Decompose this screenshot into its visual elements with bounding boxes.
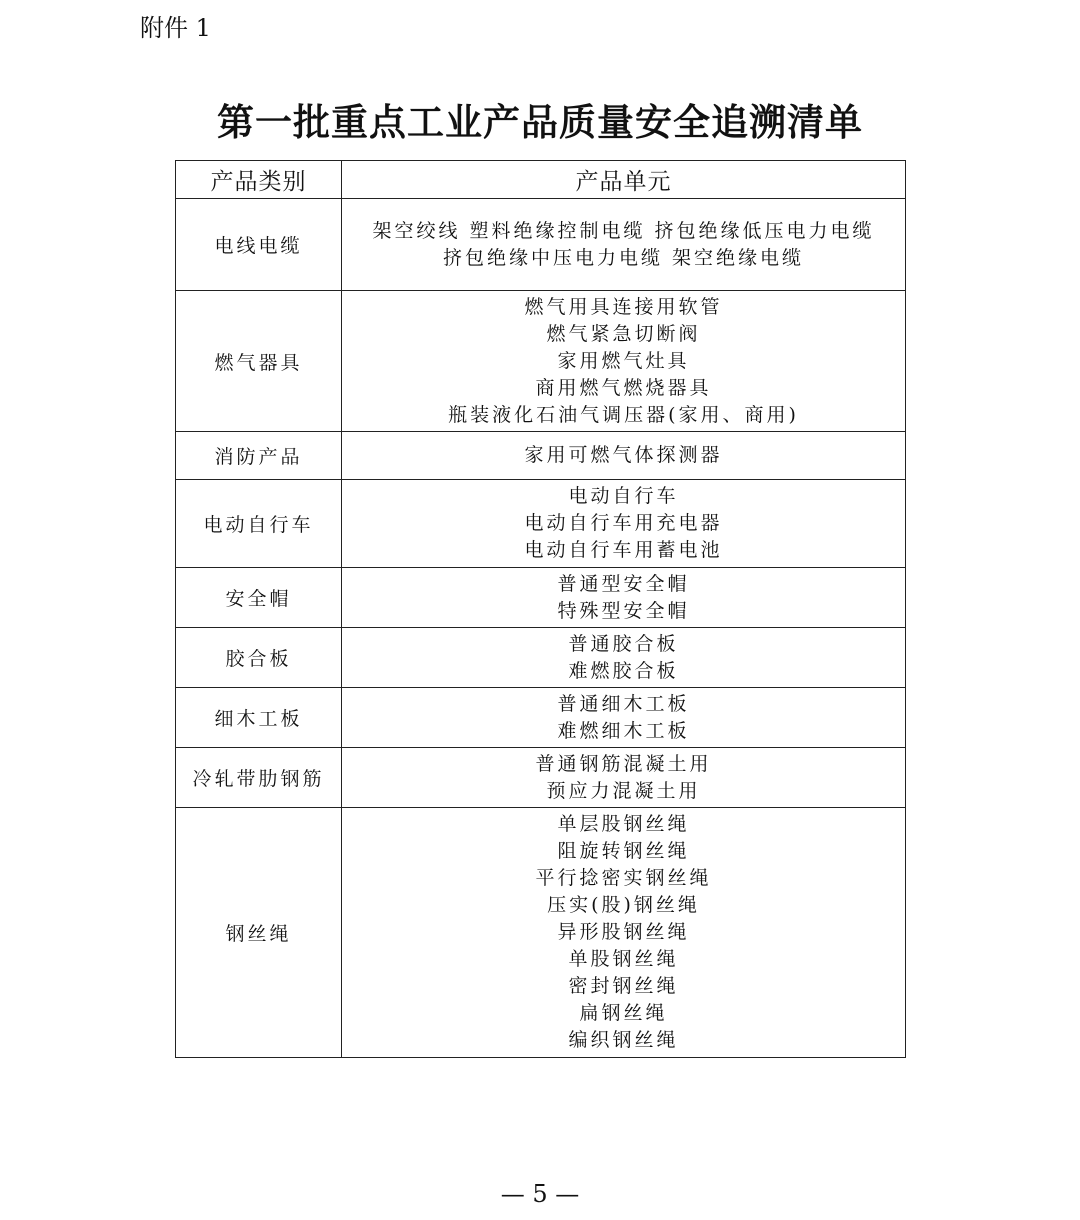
- product-category: 安全帽: [176, 568, 342, 628]
- product-units-cell: [342, 748, 906, 808]
- table-row: [176, 748, 906, 808]
- table-row: [176, 568, 906, 628]
- product-unit: 普通钢筋混凝土用: [535, 752, 712, 775]
- product-unit: 家用可燃气体探测器: [524, 444, 723, 466]
- document-title: 第一批重点工业产品质量安全追溯清单: [217, 101, 863, 144]
- table-row: [176, 291, 906, 432]
- product-units-cell: [342, 808, 906, 1058]
- table-row: [176, 480, 906, 568]
- product-unit: 普通胶合板: [568, 632, 679, 655]
- product-units-cell: [342, 568, 906, 628]
- table-header-row: [176, 161, 906, 199]
- product-unit: 密封钢丝绳: [568, 975, 679, 997]
- product-category: 细木工板: [176, 688, 342, 748]
- product-unit: 挤包绝缘中压电力电缆 架空绝缘电缆: [442, 246, 805, 269]
- product-category: 电动自行车: [176, 480, 342, 568]
- product-unit: 平行捻密实钢丝绳: [535, 867, 712, 889]
- product-list-table: [175, 160, 906, 1058]
- table-row: [176, 808, 906, 1058]
- product-unit: 燃气紧急切断阀: [546, 322, 701, 345]
- product-unit: 商用燃气燃烧器具: [535, 376, 712, 399]
- product-units-cell: [342, 291, 906, 432]
- header-category: 产品类别: [176, 161, 342, 199]
- table-row: [176, 628, 906, 688]
- product-units-cell: [342, 688, 906, 748]
- product-category: 电线电缆: [176, 199, 342, 291]
- page-number: — 5 —: [500, 1180, 580, 1208]
- product-unit: 单股钢丝绳: [568, 948, 679, 970]
- table-row: [176, 199, 906, 291]
- product-category: 胶合板: [176, 628, 342, 688]
- table-row: [176, 432, 906, 480]
- product-unit: 特殊型安全帽: [557, 599, 690, 622]
- product-unit: 单层股钢丝绳: [557, 813, 690, 835]
- product-units-cell: [342, 199, 906, 291]
- product-unit: 压实(股)钢丝绳: [547, 894, 700, 916]
- product-unit: 瓶装液化石油气调压器(家用、商用): [448, 403, 799, 426]
- product-unit: 难燃细木工板: [557, 719, 690, 742]
- table-body: [176, 199, 906, 1058]
- table-row: [176, 688, 906, 748]
- product-category: 燃气器具: [176, 291, 342, 432]
- product-unit: 编织钢丝绳: [568, 1029, 679, 1051]
- product-unit: 难燃胶合板: [568, 659, 679, 682]
- product-unit: 预应力混凝土用: [546, 779, 701, 802]
- product-unit: 普通细木工板: [557, 692, 690, 715]
- product-unit: 家用燃气灶具: [557, 349, 690, 372]
- product-units-cell: [342, 480, 906, 568]
- product-unit: 异形股钢丝绳: [557, 921, 690, 943]
- product-unit: 架空绞线 塑料绝缘控制电缆 挤包绝缘低压电力电缆: [372, 219, 875, 242]
- product-units-cell: [342, 432, 906, 480]
- product-unit: 普通型安全帽: [557, 572, 690, 595]
- header-units: 产品单元: [342, 161, 906, 199]
- product-category: 钢丝绳: [176, 808, 342, 1058]
- product-category: 消防产品: [176, 432, 342, 480]
- product-unit: 阻旋转钢丝绳: [557, 840, 690, 862]
- product-unit: 电动自行车用充电器: [524, 512, 723, 534]
- product-unit: 电动自行车: [568, 485, 679, 507]
- product-units-cell: [342, 628, 906, 688]
- product-unit: 燃气用具连接用软管: [524, 295, 723, 318]
- product-category: 冷轧带肋钢筋: [176, 748, 342, 808]
- attachment-label: 附件 1: [140, 14, 211, 42]
- product-unit: 扁钢丝绳: [579, 1002, 668, 1024]
- product-unit: 电动自行车用蓄电池: [524, 539, 723, 561]
